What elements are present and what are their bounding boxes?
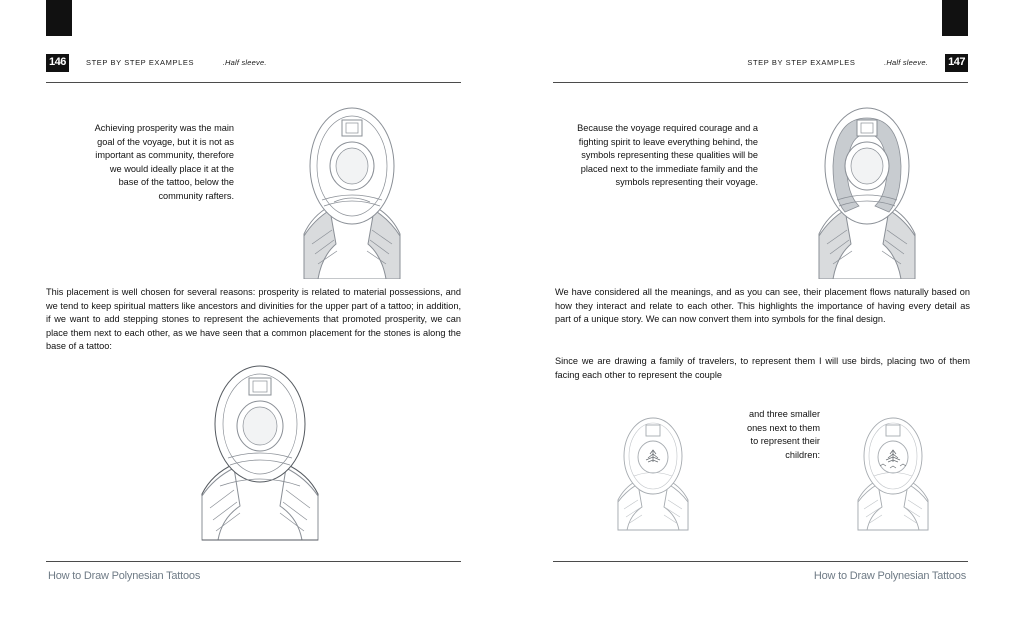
header-rule-right [553,82,968,83]
running-head-sublabel: .Half sleeve. [222,58,267,67]
right-caption: and three smaller ones next to them to represent their children: [746,409,820,460]
running-head-left [86,58,267,67]
footer-right: How to Draw Polynesian Tattoos [813,570,966,582]
running-head-label: STEP BY STEP EXAMPLES [747,58,856,67]
footer-rule-left [46,561,461,562]
right-body-paragraph-2: Since we are drawing a family of travelers, to represent them I will use birds, placing two of them facing each other to represent the couple [555,356,970,380]
right-intro-paragraph: Because the voyage required courage and a fighting spirit to leave everything behind, the symbols representing these qualities will be placed next to the immediate family and the symbols representing their voyage. [577,123,758,187]
corner-tab-left [46,0,72,36]
half-sleeve-diagram-top-left [252,94,452,279]
half-sleeve-diagram-bird-left [588,410,718,535]
half-sleeve-diagram-bottom-left [150,360,370,545]
running-head-label: STEP BY STEP EXAMPLES [86,58,195,67]
running-head-sublabel: .Half sleeve. [884,58,928,67]
half-sleeve-diagram-top-right [762,94,972,279]
left-intro-paragraph: Achieving prosperity was the main goal of the voyage, but it is not as important as community, therefore we would ideally place it at the base of the tattoo, below the community rafters. [94,123,234,201]
footer-rule-right [553,561,968,562]
right-body-paragraph-1: We have considered all the meanings, and as you can see, their placement flows naturally based on how they interact and relate to each other. This highlights the importance of having every detail as part of a unique story. We can now convert them into symbols for the final design. [555,287,970,324]
footer-left: How to Draw Polynesian Tattoos [48,570,201,582]
left-body-paragraph: This placement is well chosen for several reasons: prosperity is related to material possessions, and we tend to keep spiritual matters like ancestors and divinities for the upper part of a tattoo; in addition, if we want to add stepping stones to represent the achievements that promoted prosperity, we can place them next to each other, as we have seen that a common placement for the stones is along the base of a tattoo: [46,287,461,351]
corner-tab-right [942,0,968,36]
folio-right: 147 [945,54,968,72]
folio-left: 146 [46,54,69,72]
half-sleeve-diagram-bird-right [828,410,958,535]
running-head-right [747,58,928,67]
header-rule-left [46,82,461,83]
